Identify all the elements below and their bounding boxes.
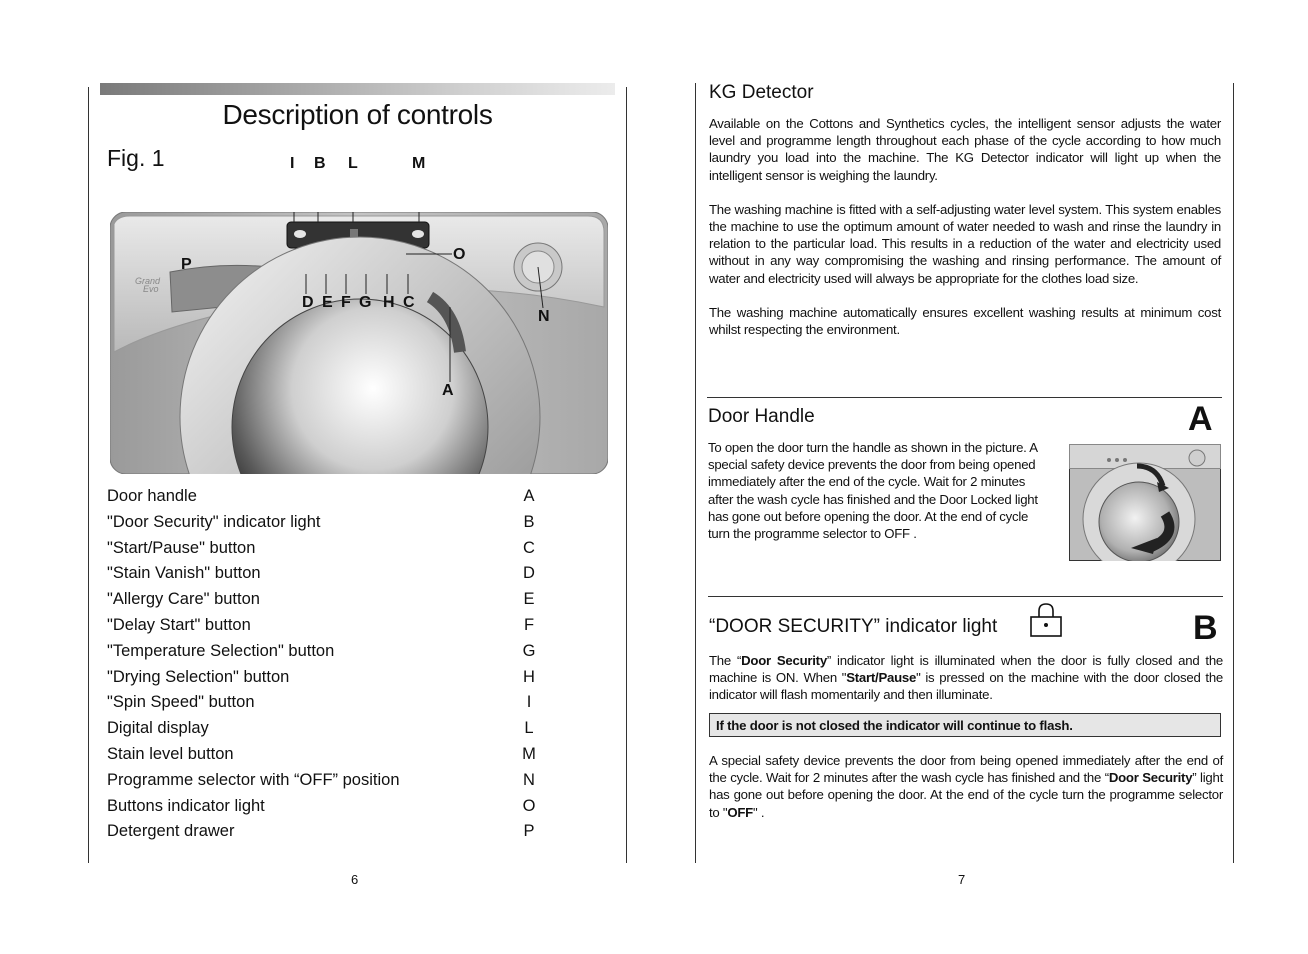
legend-letter: B (523, 512, 535, 531)
legend-row (107, 538, 547, 564)
door-security-text-1 (709, 652, 1223, 704)
door-security-title: “DOOR SECURITY” indicator light (709, 616, 998, 637)
controls-legend (107, 486, 547, 847)
door-handle-illustration (1069, 444, 1221, 561)
legend-letter: F (523, 615, 535, 634)
text-run: A special safety device prevents the door from being opened immediately after the end of the cycle. Wait for 2 minutes after the wash cycle has finished and the “ (709, 753, 1223, 786)
svg-text:Grand: Grand (135, 276, 161, 286)
callout-letter-a: A (442, 382, 454, 399)
legend-label: "Temperature Selection" button (107, 641, 335, 660)
text-run: ” light has gone out before opening the door. At the end of the cycle turn the programme selector to " (709, 770, 1223, 820)
legend-letter: A (523, 487, 535, 505)
callout-letter-c: C (403, 294, 415, 311)
callout-letter-h: H (383, 294, 395, 311)
door-handle-letter: A (1188, 400, 1213, 438)
legend-row (107, 692, 547, 718)
legend-label: Door handle (107, 487, 197, 505)
page-number-right: 7 (958, 872, 966, 887)
door-security-text-2 (709, 752, 1223, 821)
text-run-bold: Door Security (741, 653, 827, 668)
legend-letter: D (523, 564, 535, 583)
legend-letter: L (524, 719, 534, 738)
legend-label: "Door Security" indicator light (107, 512, 321, 531)
kg-paragraph-1: Available on the Cottons and Synthetics cycles, the intelligent sensor adjusts the water level and programme length throughout each phase of the cycle according to how much laundry you load into the machine. The KG Detector indicator will light up when the intelligent sensor is weighing the laundry. (709, 116, 1221, 183)
legend-row (107, 563, 547, 589)
legend-row (107, 512, 547, 538)
legend-row (107, 796, 547, 822)
legend-letter: M (522, 744, 536, 763)
text-run: " . (752, 804, 765, 820)
callout-letter-g: G (359, 294, 372, 311)
legend-row (107, 718, 547, 744)
legend-letter: O (522, 796, 536, 815)
door-handle-text: To open the door turn the handle as shown in the picture. A special safety device prevents the door from being opened immediately after the end of the cycle. Wait for 2 minutes after the wash cycle has finished and the Door Locked light has gone out before opening the door. At the end of cycle turn the programme selector to OFF . (708, 440, 1038, 542)
svg-text:Evo: Evo (143, 284, 159, 294)
legend-row (107, 641, 547, 667)
legend-row (107, 486, 547, 512)
legend-label: "Drying Selection" button (107, 667, 290, 686)
left-page-border-right (626, 87, 627, 863)
text-run-bold: Door Security (1108, 770, 1193, 786)
left-page-border-left (88, 87, 89, 863)
legend-letter: E (523, 590, 535, 609)
callout-letter-n: N (538, 308, 550, 325)
callout-letter-p: P (181, 256, 192, 273)
legend-letter: N (523, 770, 535, 789)
legend-label: "Start/Pause" button (107, 538, 256, 557)
callout-letter-l: L (348, 155, 358, 172)
text-run: ” indicator light is illuminated when the door is fully closed and the machine is ON. When " (709, 653, 1223, 686)
legend-row (107, 589, 547, 615)
legend-letter: H (523, 667, 535, 686)
kg-detector-title: KG Detector (709, 82, 814, 103)
legend-label: "Stain Vanish" button (107, 564, 261, 583)
legend-row (107, 770, 547, 796)
legend-label: Buttons indicator light (107, 796, 265, 815)
callout-letter-d: D (302, 294, 314, 311)
text-run-bold: OFF (727, 804, 753, 820)
legend-label: Digital display (107, 719, 209, 738)
legend-row (107, 615, 547, 641)
legend-label: Detergent drawer (107, 822, 235, 841)
legend-row (107, 744, 547, 770)
kg-paragraph-3: The washing machine automatically ensures excellent washing results at minimum cost whilst respecting the environment. (709, 304, 1221, 338)
text-run-bold: Start/Pause (846, 670, 917, 686)
right-page-border-left (695, 83, 696, 863)
text-run: " is pressed on the machine with the door closed the indicator will flash momentarily and then illuminate. (709, 670, 1223, 703)
legend-label: "Spin Speed" button (107, 693, 255, 712)
right-page-border-right (1233, 83, 1234, 863)
callout-letter-o: O (453, 246, 466, 263)
door-security-letter: B (1193, 609, 1218, 647)
padlock-icon (1028, 603, 1064, 637)
kg-paragraph-2: The washing machine is fitted with a self-adjusting water level system. This system enables the machine to use the optimum amount of water needed to wash and rinse the laundry in relation to the particular load. This results in a reduction of the water and electricity used without in any way compromising the washing and rinsing performance. The amount of water and electricity used will always be appropriate for the clothes load size. (709, 201, 1221, 286)
callout-letter-m: M (412, 155, 426, 172)
page-title: Description of controls (222, 99, 493, 130)
legend-letter: G (522, 641, 536, 660)
washing-machine-illustration (110, 212, 608, 474)
legend-label: "Allergy Care" button (107, 590, 260, 609)
legend-letter: P (523, 822, 535, 841)
title-gradient-bar (100, 83, 615, 95)
section-divider (708, 596, 1223, 597)
callout-letter-b: B (314, 155, 326, 172)
legend-label: Stain level button (107, 744, 234, 763)
legend-letter: I (526, 693, 532, 712)
section-divider (707, 397, 1222, 398)
callout-letter-i: I (290, 155, 295, 172)
legend-label: Programme selector with “OFF” position (107, 770, 400, 789)
legend-letter: C (523, 538, 535, 557)
page-number-left: 6 (351, 872, 359, 887)
legend-row (107, 667, 547, 693)
legend-row (107, 821, 547, 847)
warning-note: If the door is not closed the indicator will continue to flash. (709, 713, 1221, 737)
kg-detector-text (709, 115, 1221, 355)
callout-letter-f: F (341, 294, 351, 311)
legend-label: "Delay Start" button (107, 615, 251, 634)
text-run: The “ (709, 653, 742, 668)
callout-letter-e: E (322, 294, 333, 311)
figure-label: Fig. 1 (107, 145, 165, 171)
door-handle-title: Door Handle (708, 406, 815, 427)
